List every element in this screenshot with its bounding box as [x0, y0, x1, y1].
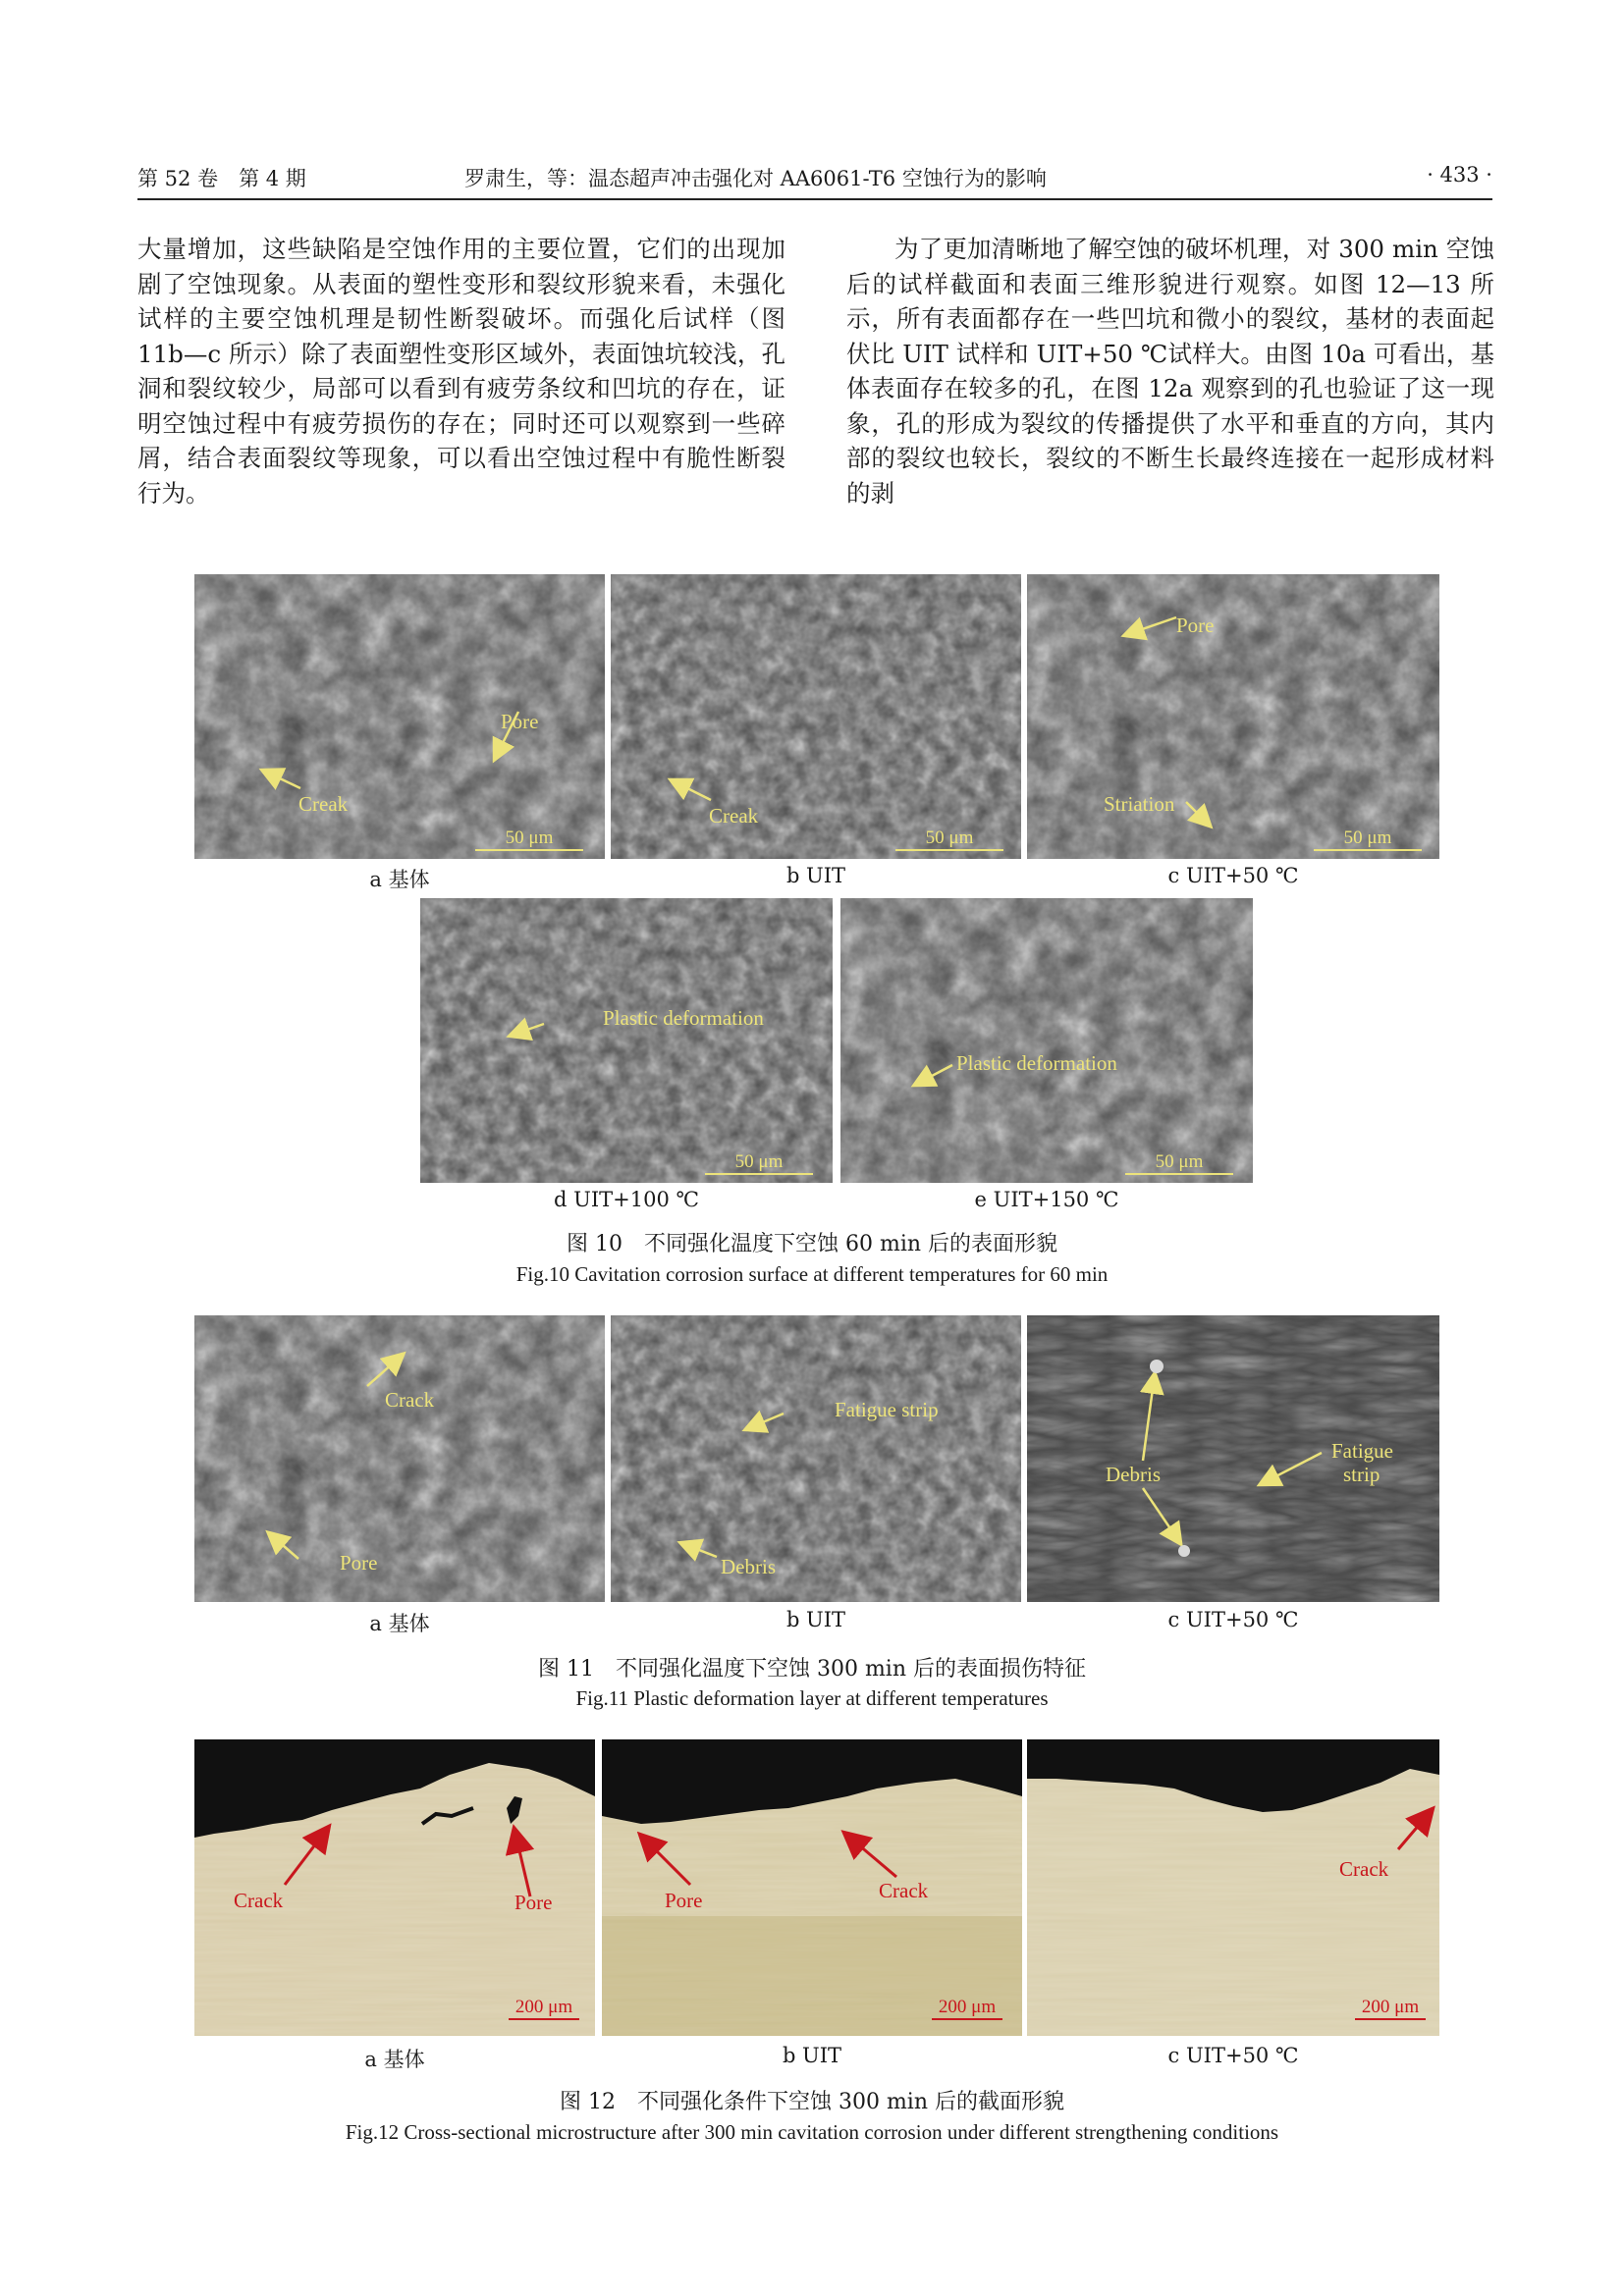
fig10d-scale-bar: 50 μm: [705, 1151, 813, 1175]
running-title: 罗肃生，等：温态超声冲击强化对 AA6061-T6 空蚀行为的影响: [464, 167, 1047, 190]
fig10-panel-b-image: [611, 574, 1021, 859]
fig12c-annotation-crack: Crack: [1339, 1857, 1389, 1881]
fig10-caption-cn: 图 10 不同强化温度下空蚀 60 min 后的表面形貌: [566, 1232, 1058, 1256]
right-paragraph: 为了更加清晰地了解空蚀的破坏机理，对 300 min 空蚀后的试样截面和表面三维形貌进行观察。如图 12—13 所示，所有表面都存在一些凹坑和微小的裂纹，基材的表面起伏比 UIT 试样和 UIT+50 ℃试样大。由图 10a 可看出，基体表面存在较多的孔，在图 12a 观察到的孔也验证了这一现象，孔的形成为裂纹的传播提供了水平和垂直的方向，其内部的裂纹也较长，裂纹的不断生长最终连接在一起形成材料的剥: [846, 235, 1494, 507]
fig10c-label: c UIT+50 ℃: [1167, 864, 1299, 887]
fig10c-annotation-striation: Striation: [1104, 792, 1175, 816]
fig11c-label: c UIT+50 ℃: [1167, 1608, 1299, 1631]
fig12-caption-en: Fig.12 Cross-sectional microstructure after 300 min cavitation corrosion under different strengthening conditions: [345, 2120, 1279, 2144]
fig12b-label: b UIT: [782, 2044, 842, 2067]
fig12c-label: c UIT+50 ℃: [1167, 2044, 1299, 2067]
right-column-text: [846, 232, 1494, 510]
volume-issue: 第 52 卷 第 4 期: [137, 167, 306, 190]
fig12b-annotation-crack: Crack: [879, 1879, 929, 1902]
fig11a-label: a 基体: [369, 1612, 430, 1635]
fig11b-annotation-fatigue-strip: Fatigue strip: [835, 1398, 939, 1421]
fig10-panel-c-image: [1027, 574, 1439, 859]
fig10d-label: d UIT+100 ℃: [554, 1188, 699, 1211]
fig12b-annotation-pore: Pore: [665, 1889, 703, 1912]
fig12a-annotation-crack: Crack: [234, 1889, 284, 1912]
fig12a-label: a 基体: [364, 2048, 425, 2071]
fig11c-annotation-fatigue: Fatigue: [1331, 1439, 1393, 1463]
fig12-caption-cn: 图 12 不同强化条件下空蚀 300 min 后的截面形貌: [559, 2090, 1065, 2114]
fig10b-scale-bar: 50 μm: [895, 828, 1003, 851]
fig10b-annotation-creak: Creak: [709, 804, 759, 828]
fig11b-label: b UIT: [785, 1608, 846, 1631]
fig10-panel-d-image: [420, 898, 833, 1183]
fig11a-annotation-pore: Pore: [340, 1551, 378, 1575]
fig10a-scale-bar: 50 μm: [475, 828, 583, 851]
left-paragraph: 大量增加，这些缺陷是空蚀作用的主要位置，它们的出现加剧了空蚀现象。从表面的塑性变形和裂纹形貌来看，未强化试样的主要空蚀机理是韧性断裂破坏。而强化后试样（图 11b—c 所示）除了表面塑性变形区域外，表面蚀坑较浅，孔洞和裂纹较少，局部可以看到有疲劳条纹和凹坑的存在，证明空蚀过程中有疲劳损伤的存在；同时还可以观察到一些碎屑，结合表面裂纹等现象，可以看出空蚀过程中有脆性断裂行为。: [137, 235, 785, 507]
fig12a-scale-bar: 200 μm: [509, 1997, 579, 2020]
fig11-panel-c-image: [1027, 1315, 1439, 1602]
fig12a-annotation-pore: Pore: [514, 1891, 553, 1914]
fig10c-scale-bar: 50 μm: [1314, 828, 1422, 851]
fig12b-scale-bar: 200 μm: [932, 1997, 1002, 2020]
fig10-panel-e-image: [840, 898, 1253, 1183]
fig12c-scale-bar: 200 μm: [1355, 1997, 1426, 2020]
fig12-panel-a-image: [194, 1739, 595, 2036]
fig10-caption-en: Fig.10 Cavitation corrosion surface at different temperatures for 60 min: [515, 1262, 1109, 1286]
fig11a-annotation-crack: Crack: [385, 1388, 435, 1412]
fig11b-annotation-debris: Debris: [721, 1555, 776, 1578]
fig10e-scale-bar: 50 μm: [1125, 1151, 1233, 1175]
fig10d-annotation-plastic-deformation: Plastic deformation: [603, 1006, 764, 1030]
running-header: [137, 157, 1492, 200]
fig11-panel-a-image: [194, 1315, 605, 1602]
fig10a-annotation-creak: Creak: [298, 792, 349, 816]
fig11-caption-en: Fig.11 Plastic deformation layer at different temperatures: [575, 1686, 1049, 1710]
fig10a-annotation-pore: Pore: [501, 710, 539, 733]
fig10e-label: e UIT+150 ℃: [974, 1188, 1119, 1211]
fig10a-label: a 基体: [369, 868, 430, 891]
fig11c-annotation-debris: Debris: [1106, 1463, 1161, 1486]
fig11-panel-b-image: [611, 1315, 1021, 1602]
fig12-panel-c-image: [1027, 1739, 1439, 2036]
fig10b-label: b UIT: [785, 864, 846, 887]
fig12-panel-b-image: [602, 1739, 1022, 2036]
page-number: · 433 ·: [1427, 163, 1492, 187]
fig11c-annotation-strip: strip: [1343, 1463, 1380, 1486]
fig10c-annotation-pore: Pore: [1176, 614, 1215, 637]
left-column-text: [137, 232, 785, 510]
fig11-caption-cn: 图 11 不同强化温度下空蚀 300 min 后的表面损伤特征: [537, 1657, 1087, 1682]
fig10e-annotation-plastic-deformation: Plastic deformation: [956, 1051, 1117, 1075]
fig10-panel-a-image: [194, 574, 605, 859]
